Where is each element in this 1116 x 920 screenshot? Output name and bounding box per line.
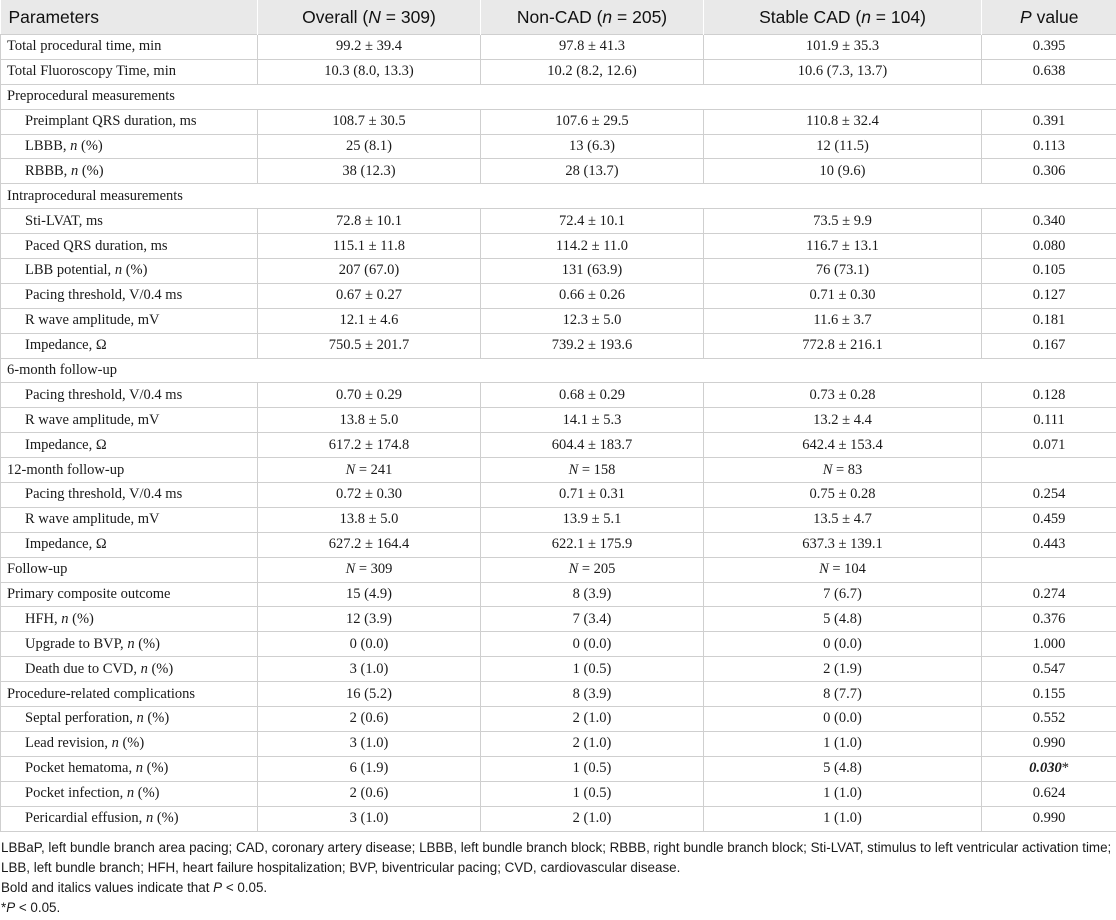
- cell-overall: 108.7 ± 30.5: [258, 109, 481, 134]
- cell-noncad: 10.2 (8.2, 12.6): [481, 59, 704, 84]
- cell-p-value: 0.552: [982, 707, 1116, 732]
- cell-noncad: 604.4 ± 183.7: [481, 433, 704, 458]
- cell-stable-cad: 12 (11.5): [704, 134, 982, 159]
- cell-noncad: 1 (0.5): [481, 781, 704, 806]
- cell-overall: 0.70 ± 0.29: [258, 383, 481, 408]
- cell-noncad: 2 (1.0): [481, 707, 704, 732]
- cell-p-value: 1.000: [982, 632, 1116, 657]
- cell-overall: 0 (0.0): [258, 632, 481, 657]
- table-footnotes: [0, 832, 1116, 918]
- cell-stable-cad: 1 (1.0): [704, 781, 982, 806]
- abbreviations-note: LBBaP, left bundle branch area pacing; CAD, coronary artery disease; LBBB, left bundle branch block; RBBB, right bundle branch block; Sti-LVAT, stimulus to left ventricular activation time; LBB, left bundle branch; HFH, heart failure hospitalization; BVP, biventricular pacing; CVD, cardiovascular disease.: [1, 839, 1112, 875]
- cell-noncad: 0.71 ± 0.31: [481, 483, 704, 508]
- table-row: [1, 383, 1116, 408]
- cell-overall: 99.2 ± 39.4: [258, 35, 481, 60]
- row-label: RBBB, n (%): [1, 159, 258, 184]
- header-row: [1, 0, 1116, 35]
- cell-noncad: 0.68 ± 0.29: [481, 383, 704, 408]
- header-parameters: Parameters: [1, 0, 258, 35]
- cell-overall: 207 (67.0): [258, 259, 481, 284]
- row-label: Pacing threshold, V/0.4 ms: [1, 283, 258, 308]
- cell-noncad: 14.1 ± 5.3: [481, 408, 704, 433]
- cell-stable-cad: 11.6 ± 3.7: [704, 308, 982, 333]
- cell-p-value: 0.030*: [982, 756, 1116, 781]
- cell-noncad: 7 (3.4): [481, 607, 704, 632]
- table-row: [1, 59, 1116, 84]
- cell-overall: 12 (3.9): [258, 607, 481, 632]
- cell-stable-cad: 772.8 ± 216.1: [704, 333, 982, 358]
- cell-noncad: 12.3 ± 5.0: [481, 308, 704, 333]
- cell-p-value: 0.167: [982, 333, 1116, 358]
- row-label: HFH, n (%): [1, 607, 258, 632]
- table-row: [1, 333, 1116, 358]
- cell-p-value: 0.638: [982, 59, 1116, 84]
- row-label: Follow-up: [1, 557, 258, 582]
- cell-overall: 3 (1.0): [258, 731, 481, 756]
- cell-stable-cad: 642.4 ± 153.4: [704, 433, 982, 458]
- header-noncad: Non-CAD (n = 205): [481, 0, 704, 35]
- cell-p-value: 0.071: [982, 433, 1116, 458]
- cell-overall: 0.67 ± 0.27: [258, 283, 481, 308]
- cell-overall: 750.5 ± 201.7: [258, 333, 481, 358]
- cell-p-value: 0.127: [982, 283, 1116, 308]
- cell-stable-cad: 0.75 ± 0.28: [704, 483, 982, 508]
- cell-overall: 25 (8.1): [258, 134, 481, 159]
- cell-stable-cad: 110.8 ± 32.4: [704, 109, 982, 134]
- cell-overall: 16 (5.2): [258, 682, 481, 707]
- cell-noncad: 13.9 ± 5.1: [481, 507, 704, 532]
- row-label: R wave amplitude, mV: [1, 308, 258, 333]
- row-label: Total procedural time, min: [1, 35, 258, 60]
- cell-overall: 10.3 (8.0, 13.3): [258, 59, 481, 84]
- cell-p-value: 0.254: [982, 483, 1116, 508]
- table-row: [1, 731, 1116, 756]
- section-row: [1, 358, 1116, 383]
- cell-p-value: 0.459: [982, 507, 1116, 532]
- table-row: [1, 682, 1116, 707]
- cell-noncad: 1 (0.5): [481, 756, 704, 781]
- cell-stable-cad: 76 (73.1): [704, 259, 982, 284]
- cell-p-value: 0.111: [982, 408, 1116, 433]
- table-row: [1, 632, 1116, 657]
- row-label: Preprocedural measurements: [1, 84, 258, 109]
- cell-stable-cad: 1 (1.0): [704, 806, 982, 831]
- table-row: [1, 283, 1116, 308]
- cell-noncad: 8 (3.9): [481, 682, 704, 707]
- cell-p-value: 0.128: [982, 383, 1116, 408]
- row-label: 12-month follow-up: [1, 458, 258, 483]
- table-row: [1, 532, 1116, 557]
- cell-p-value: 0.080: [982, 234, 1116, 259]
- cell-overall: 3 (1.0): [258, 657, 481, 682]
- row-label: Procedure-related complications: [1, 682, 258, 707]
- header-stable-cad: Stable CAD (n = 104): [704, 0, 982, 35]
- section-spacer: [258, 84, 1116, 109]
- cell-p-value: 0.624: [982, 781, 1116, 806]
- cell-overall: 2 (0.6): [258, 781, 481, 806]
- cell-noncad: N = 158: [481, 458, 704, 483]
- cell-overall: 627.2 ± 164.4: [258, 532, 481, 557]
- cell-p-value: [982, 458, 1116, 483]
- cell-p-value: 0.990: [982, 731, 1116, 756]
- cell-stable-cad: 637.3 ± 139.1: [704, 532, 982, 557]
- row-label: Intraprocedural measurements: [1, 184, 258, 209]
- cell-overall: 72.8 ± 10.1: [258, 209, 481, 234]
- section-spacer: [258, 358, 1116, 383]
- table-row: [1, 781, 1116, 806]
- cell-stable-cad: 7 (6.7): [704, 582, 982, 607]
- cell-stable-cad: 5 (4.8): [704, 756, 982, 781]
- table-row: [1, 483, 1116, 508]
- section-row: [1, 184, 1116, 209]
- table-row: [1, 408, 1116, 433]
- cell-p-value: 0.306: [982, 159, 1116, 184]
- cell-noncad: 0.66 ± 0.26: [481, 283, 704, 308]
- row-label: Pericardial effusion, n (%): [1, 806, 258, 831]
- cell-stable-cad: N = 83: [704, 458, 982, 483]
- table-row: [1, 259, 1116, 284]
- cell-overall: N = 241: [258, 458, 481, 483]
- cell-stable-cad: 73.5 ± 9.9: [704, 209, 982, 234]
- bold-note: Bold and italics values indicate that P < 0.05.: [1, 879, 268, 895]
- row-label: Death due to CVD, n (%): [1, 657, 258, 682]
- table-row: [1, 234, 1116, 259]
- cell-p-value: 0.395: [982, 35, 1116, 60]
- cell-p-value: 0.105: [982, 259, 1116, 284]
- cell-noncad: 2 (1.0): [481, 731, 704, 756]
- cell-p-value: 0.547: [982, 657, 1116, 682]
- cell-stable-cad: 8 (7.7): [704, 682, 982, 707]
- table-row: [1, 607, 1116, 632]
- cell-noncad: 131 (63.9): [481, 259, 704, 284]
- row-label: Septal perforation, n (%): [1, 707, 258, 732]
- cell-p-value: 0.274: [982, 582, 1116, 607]
- cell-noncad: 72.4 ± 10.1: [481, 209, 704, 234]
- table-body: [1, 35, 1116, 832]
- table-row: [1, 806, 1116, 831]
- table-row: [1, 657, 1116, 682]
- cell-stable-cad: 10 (9.6): [704, 159, 982, 184]
- table-row: [1, 433, 1116, 458]
- table-row: [1, 507, 1116, 532]
- cell-noncad: 0 (0.0): [481, 632, 704, 657]
- cell-stable-cad: 1 (1.0): [704, 731, 982, 756]
- cell-noncad: 1 (0.5): [481, 657, 704, 682]
- cell-overall: 13.8 ± 5.0: [258, 408, 481, 433]
- row-label: Pacing threshold, V/0.4 ms: [1, 383, 258, 408]
- cell-p-value: [982, 557, 1116, 582]
- cell-p-value: 0.340: [982, 209, 1116, 234]
- cell-noncad: 114.2 ± 11.0: [481, 234, 704, 259]
- row-label: LBBB, n (%): [1, 134, 258, 159]
- section-spacer: [258, 184, 1116, 209]
- cell-p-value: 0.155: [982, 682, 1116, 707]
- cell-overall: 115.1 ± 11.8: [258, 234, 481, 259]
- table-row: [1, 707, 1116, 732]
- cell-stable-cad: 13.5 ± 4.7: [704, 507, 982, 532]
- row-label: 6-month follow-up: [1, 358, 258, 383]
- table-row: [1, 756, 1116, 781]
- table-row: [1, 308, 1116, 333]
- cell-stable-cad: 13.2 ± 4.4: [704, 408, 982, 433]
- row-label: LBB potential, n (%): [1, 259, 258, 284]
- row-label: R wave amplitude, mV: [1, 507, 258, 532]
- cell-stable-cad: 0.71 ± 0.30: [704, 283, 982, 308]
- cell-overall: 6 (1.9): [258, 756, 481, 781]
- table-row: [1, 458, 1116, 483]
- row-label: Pocket hematoma, n (%): [1, 756, 258, 781]
- row-label: Paced QRS duration, ms: [1, 234, 258, 259]
- table-row: [1, 35, 1116, 60]
- row-label: Upgrade to BVP, n (%): [1, 632, 258, 657]
- cell-stable-cad: 0 (0.0): [704, 632, 982, 657]
- cell-p-value: 0.443: [982, 532, 1116, 557]
- cell-overall: N = 309: [258, 557, 481, 582]
- cell-noncad: 8 (3.9): [481, 582, 704, 607]
- cell-p-value: 0.113: [982, 134, 1116, 159]
- cell-overall: 3 (1.0): [258, 806, 481, 831]
- table-row: [1, 159, 1116, 184]
- cell-p-value: 0.391: [982, 109, 1116, 134]
- cell-p-value: 0.376: [982, 607, 1116, 632]
- cell-overall: 2 (0.6): [258, 707, 481, 732]
- cell-stable-cad: 2 (1.9): [704, 657, 982, 682]
- table-row: [1, 582, 1116, 607]
- cell-stable-cad: 116.7 ± 13.1: [704, 234, 982, 259]
- table-row: [1, 557, 1116, 582]
- cell-noncad: 28 (13.7): [481, 159, 704, 184]
- cell-overall: 0.72 ± 0.30: [258, 483, 481, 508]
- row-label: Pocket infection, n (%): [1, 781, 258, 806]
- row-label: R wave amplitude, mV: [1, 408, 258, 433]
- cell-stable-cad: 101.9 ± 35.3: [704, 35, 982, 60]
- row-label: Primary composite outcome: [1, 582, 258, 607]
- table-row: [1, 134, 1116, 159]
- section-row: [1, 84, 1116, 109]
- cell-p-value: 0.181: [982, 308, 1116, 333]
- cell-overall: 13.8 ± 5.0: [258, 507, 481, 532]
- cell-overall: 15 (4.9): [258, 582, 481, 607]
- row-label: Total Fluoroscopy Time, min: [1, 59, 258, 84]
- cell-stable-cad: 0 (0.0): [704, 707, 982, 732]
- row-label: Preimplant QRS duration, ms: [1, 109, 258, 134]
- cell-noncad: 739.2 ± 193.6: [481, 333, 704, 358]
- table-row: [1, 209, 1116, 234]
- cell-noncad: N = 205: [481, 557, 704, 582]
- cell-overall: 617.2 ± 174.8: [258, 433, 481, 458]
- cell-overall: 12.1 ± 4.6: [258, 308, 481, 333]
- table-row: [1, 109, 1116, 134]
- header-overall: Overall (N = 309): [258, 0, 481, 35]
- cell-stable-cad: N = 104: [704, 557, 982, 582]
- cell-overall: 38 (12.3): [258, 159, 481, 184]
- row-label: Impedance, Ω: [1, 433, 258, 458]
- cell-noncad: 13 (6.3): [481, 134, 704, 159]
- header-p-value: P value: [982, 0, 1116, 35]
- row-label: Pacing threshold, V/0.4 ms: [1, 483, 258, 508]
- cell-p-value: 0.990: [982, 806, 1116, 831]
- row-label: Impedance, Ω: [1, 333, 258, 358]
- significance-note: *P < 0.05.: [1, 899, 61, 915]
- cell-stable-cad: 0.73 ± 0.28: [704, 383, 982, 408]
- cell-noncad: 107.6 ± 29.5: [481, 109, 704, 134]
- cell-noncad: 622.1 ± 175.9: [481, 532, 704, 557]
- row-label: Sti-LVAT, ms: [1, 209, 258, 234]
- cell-noncad: 97.8 ± 41.3: [481, 35, 704, 60]
- cell-noncad: 2 (1.0): [481, 806, 704, 831]
- cell-stable-cad: 10.6 (7.3, 13.7): [704, 59, 982, 84]
- row-label: Lead revision, n (%): [1, 731, 258, 756]
- cell-stable-cad: 5 (4.8): [704, 607, 982, 632]
- row-label: Impedance, Ω: [1, 532, 258, 557]
